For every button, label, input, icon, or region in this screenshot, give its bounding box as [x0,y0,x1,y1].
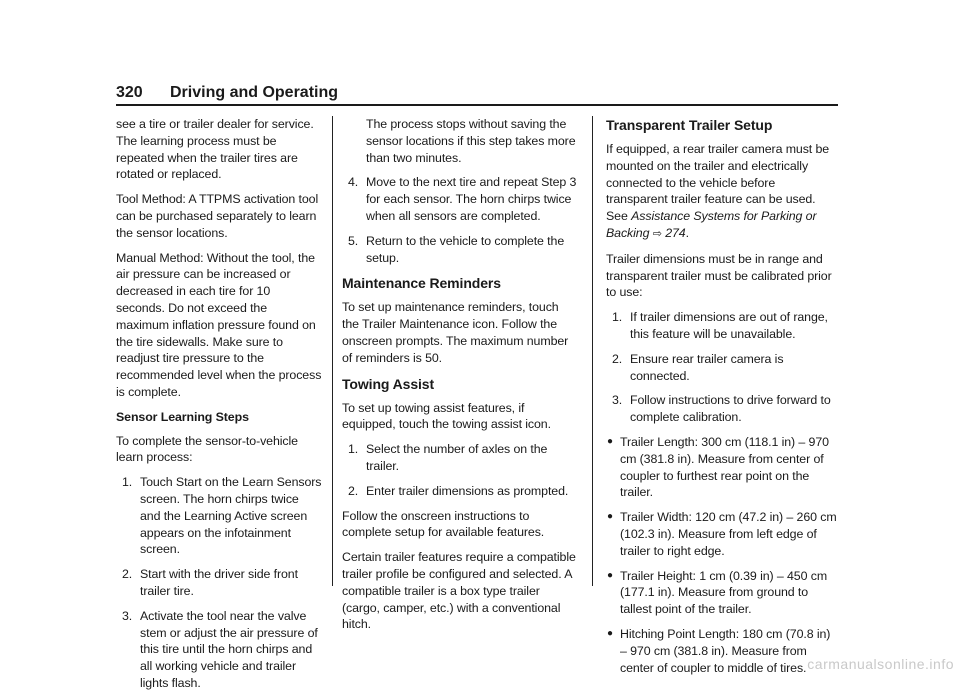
step-number: 1. [348,442,359,457]
list-item [342,174,578,224]
page-reference-icon: ⇨ [652,227,662,240]
period: . [685,225,689,240]
step-text: Follow instructions to drive forward to complete calibration. [630,393,831,425]
list-item [606,351,840,385]
paragraph: see a tire or trailer dealer for service. The learning process must be repeated when the trailer tires are rotated or replaced. [116,117,314,182]
step-number: 2. [122,567,133,582]
bullet-icon: ● [607,627,613,639]
paragraph-text: If equipped, a rear trailer camera must be mounted on the trailer and electrically connected to the vehicle before transparent trailer feature can be used. See [606,142,830,224]
bullet-item [606,568,840,618]
step-text: Move to the next tire and repeat Step 3 for each sensor. The horn chirps twice when all sensors are completed. [366,175,577,223]
list-item [116,608,322,692]
list-item [342,233,578,267]
sensor-steps-list [116,474,322,692]
paragraph: Tool Method: A TTPMS activation tool can be purchased separately to learn the sensor locations. [116,192,319,240]
bullet-icon: ● [607,569,613,581]
step-number: 2. [348,483,359,498]
page-number: 320 [116,84,143,101]
heading-transparent-trailer-setup: Transparent Trailer Setup [606,117,773,133]
bullet-text: Trailer Length: 300 cm (118.1 in) – 970 cm (381.8 in). Measure from center of coupler to furthest rear point on the trailer. [620,434,829,500]
subheading-sensor-learning: Sensor Learning Steps [116,409,249,424]
bullet-text: Hitching Point Length: 180 cm (70.8 in) – 970 cm (381.8 in). Measure from center of coupler to middle of tires. [620,626,831,675]
list-item [606,309,840,343]
towing-steps-list [342,441,578,499]
paragraph: To set up maintenance reminders, touch the Trailer Maintenance icon. Follow the onscreen prompts. The maximum number of reminders is 50. [342,300,569,365]
bullet-icon: ● [607,511,613,523]
step-number: 5. [348,233,359,248]
watermark: carmanualsonline.info [807,656,954,672]
bullet-item [606,434,840,501]
step-text: Start with the driver side front trailer tire. [140,567,298,598]
page-header [116,82,838,104]
heading-maintenance-reminders: Maintenance Reminders [342,275,501,292]
step-text: Return to the vehicle to complete the setup. [366,233,565,265]
list-item [606,392,840,426]
cross-reference-link[interactable]: Assistance Systems for Parking or Backing [606,209,817,240]
header-rule [116,104,838,106]
step-number: 3. [122,608,133,623]
sensor-steps-list-cont [342,174,578,266]
column-divider-2 [592,116,593,586]
calibration-steps-list [606,309,840,426]
step-number: 3. [612,393,623,408]
step-number: 2. [612,351,623,366]
paragraph: Certain trailer features require a compatible trailer profile be configured and selected. A compatible trailer is a box type trailer (cargo, camper, etc.) with a conventional hitch. [342,550,576,632]
step-text: Touch Start on the Learn Sensors screen. The horn chirps twice and the Learning Active screen appears on the infotainment screen. [140,475,322,557]
step-text: Enter trailer dimensions as prompted. [366,483,569,498]
bullet-item [606,509,840,559]
paragraph: Manual Method: Without the tool, the air pressure can be increased or decreased in each tire for 10 seconds. Do not exceed the maximum inflation pressure found on the tire sidewalls. Make sure to readjust tire pressure to the recommended level when the process is complete. [116,250,322,399]
step-text: Activate the tool near the valve stem or adjust the air pressure of this tire until the horn chirps and all working vehicle and trailer lights flash. [140,608,318,690]
page-reference-number[interactable]: 274 [665,225,686,240]
list-item [342,483,578,500]
section-title: Driving and Operating [170,84,339,101]
column-3 [606,116,840,684]
step-text: Select the number of axles on the trailer. [366,442,548,473]
step-number: 1. [122,475,133,490]
list-item [116,474,322,558]
heading-towing-assist: Towing Assist [342,375,435,392]
list-item [342,441,578,475]
column-divider-1 [332,116,333,586]
bullet-item [606,626,840,676]
bullet-text: Trailer Width: 120 cm (47.2 in) – 260 cm (102.3 in). Measure from left edge of trailer to right edge. [620,510,837,558]
bullet-icon: ● [607,435,613,447]
column-1 [116,116,322,700]
step-continuation: The process stops without saving the sensor locations if this step takes more than two minutes. [366,117,576,165]
list-item [116,566,322,600]
step-number: 1. [612,310,623,325]
paragraph: Follow the onscreen instructions to complete setup for available features. [342,508,545,540]
step-text: Ensure rear trailer camera is connected. [630,351,784,383]
paragraph: To complete the sensor-to-vehicle learn process: [116,433,298,465]
dimension-bullets [606,434,840,676]
bullet-text: Trailer Height: 1 cm (0.39 in) – 450 cm (177.1 in). Measure from ground to tallest point of the trailer. [620,568,828,617]
paragraph [606,141,840,243]
paragraph: Trailer dimensions must be in range and transparent trailer must be calibrated prior to use: [606,251,832,300]
column-2 [342,116,578,641]
step-text: If trailer dimensions are out of range, this feature will be unavailable. [630,310,828,341]
step-number: 4. [348,175,359,190]
paragraph: To set up towing assist features, if equipped, touch the towing assist icon. [342,400,551,432]
